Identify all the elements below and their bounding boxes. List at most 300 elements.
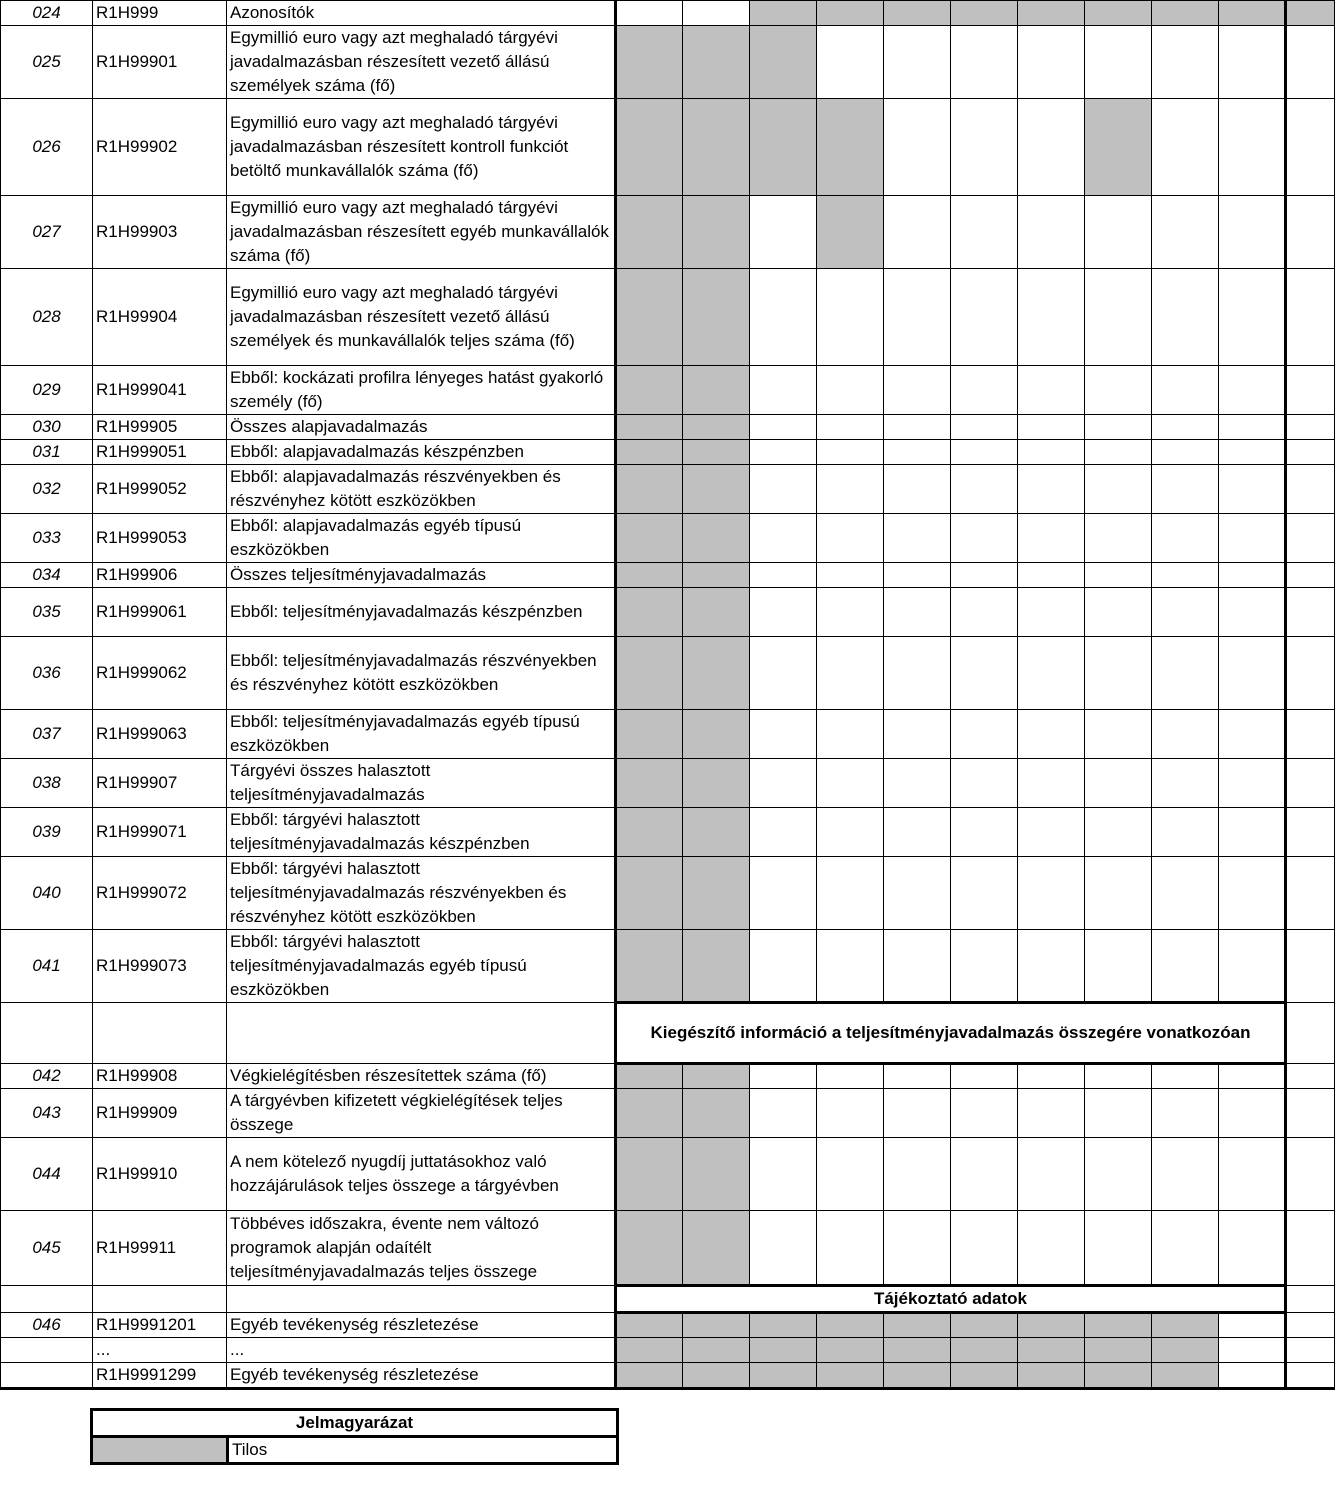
data-cell <box>1286 26 1335 99</box>
data-cell <box>683 26 750 99</box>
row-description: Azonosítók <box>227 1 616 26</box>
section-header <box>616 1286 1286 1313</box>
data-cell <box>1152 196 1219 269</box>
row-code: R1H99907 <box>93 759 227 808</box>
data-cell <box>683 1363 750 1389</box>
data-cell <box>817 1211 884 1286</box>
data-cell <box>817 1363 884 1389</box>
row-code: R1H99906 <box>93 563 227 588</box>
row-number: 027 <box>1 196 93 269</box>
data-cell <box>951 930 1018 1003</box>
row-description: Egymillió euro vagy azt meghaladó tárgyévi javadalmazásban részesített vezető állású személyek és munkavállalók teljes száma (fő) <box>227 269 616 366</box>
data-cell <box>683 366 750 415</box>
data-cell <box>616 710 683 759</box>
data-cell <box>750 588 817 637</box>
data-cell <box>1085 1089 1152 1138</box>
table-row <box>1 440 1335 465</box>
row-description: A nem kötelező nyugdíj juttatásokhoz való hozzájárulások teljes összege a tárgyévben <box>227 1138 616 1211</box>
row-code: R1H99904 <box>93 269 227 366</box>
row-number: 037 <box>1 710 93 759</box>
data-cell <box>817 563 884 588</box>
data-cell <box>1152 808 1219 857</box>
row-number: 041 <box>1 930 93 1003</box>
data-cell <box>1018 465 1085 514</box>
data-cell <box>683 1338 750 1363</box>
data-cell <box>1085 1064 1152 1089</box>
data-cell <box>1018 1 1085 26</box>
data-cell <box>750 465 817 514</box>
data-cell <box>951 563 1018 588</box>
row-number <box>1 1338 93 1363</box>
data-cell <box>750 269 817 366</box>
data-cell <box>1085 808 1152 857</box>
table-row <box>1 1003 1335 1064</box>
data-cell <box>1219 759 1286 808</box>
data-cell <box>750 710 817 759</box>
data-cell <box>884 26 951 99</box>
data-cell <box>951 465 1018 514</box>
row-code: R1H999051 <box>93 440 227 465</box>
data-cell <box>1018 440 1085 465</box>
data-cell <box>683 1211 750 1286</box>
data-cell <box>616 1064 683 1089</box>
data-cell <box>884 269 951 366</box>
data-cell <box>884 1313 951 1338</box>
data-cell <box>750 1338 817 1363</box>
data-cell <box>951 588 1018 637</box>
row-description: Ebből: kockázati profilra lényeges hatást gyakorló személy (fő) <box>227 366 616 415</box>
row-code: R1H999061 <box>93 588 227 637</box>
row-code: R1H999063 <box>93 710 227 759</box>
data-cell <box>1219 366 1286 415</box>
data-cell <box>951 1338 1018 1363</box>
data-cell <box>1219 1 1286 26</box>
data-cell <box>1219 196 1286 269</box>
table-row <box>1 710 1335 759</box>
table-row <box>1 465 1335 514</box>
row-description: Ebből: tárgyévi halasztott teljesítményjavadalmazás egyéb típusú eszközökben <box>227 930 616 1003</box>
data-cell <box>951 196 1018 269</box>
data-cell <box>616 465 683 514</box>
data-cell <box>1286 930 1335 1003</box>
section-title: Kiegészítő információ a teljesítményjavadalmazás összegére vonatkozóan <box>650 1023 1251 1042</box>
data-cell <box>817 1313 884 1338</box>
data-cell <box>616 588 683 637</box>
data-cell <box>616 99 683 196</box>
row-description-cell <box>227 1286 616 1313</box>
row-number: 031 <box>1 440 93 465</box>
data-cell <box>683 440 750 465</box>
data-cell <box>750 808 817 857</box>
data-cell <box>1085 415 1152 440</box>
data-cell <box>1219 930 1286 1003</box>
data-cell <box>884 1138 951 1211</box>
table-row <box>1 1138 1335 1211</box>
data-cell <box>616 440 683 465</box>
data-cell <box>951 1 1018 26</box>
table-row <box>1 1363 1335 1389</box>
data-cell <box>616 26 683 99</box>
row-description: Egymillió euro vagy azt meghaladó tárgyévi javadalmazásban részesített egyéb munkavállalók száma (fő) <box>227 196 616 269</box>
data-cell <box>1152 637 1219 710</box>
data-cell <box>683 1 750 26</box>
data-cell <box>1286 1003 1335 1064</box>
data-cell <box>1018 710 1085 759</box>
data-cell <box>750 1089 817 1138</box>
row-number: 045 <box>1 1211 93 1286</box>
data-cell <box>884 99 951 196</box>
data-cell <box>951 637 1018 710</box>
data-cell <box>616 808 683 857</box>
data-cell <box>1152 1064 1219 1089</box>
data-cell <box>951 857 1018 930</box>
data-cell <box>1219 1138 1286 1211</box>
data-cell <box>1152 588 1219 637</box>
table-row <box>1 1338 1335 1363</box>
data-cell <box>884 637 951 710</box>
row-description: Összes teljesítményjavadalmazás <box>227 563 616 588</box>
data-cell <box>1286 1138 1335 1211</box>
data-cell <box>1152 1338 1219 1363</box>
row-code: R1H99903 <box>93 196 227 269</box>
data-cell <box>1286 759 1335 808</box>
data-cell <box>683 930 750 1003</box>
row-code: R1H99905 <box>93 415 227 440</box>
data-cell <box>1219 415 1286 440</box>
data-cell <box>817 1064 884 1089</box>
data-cell <box>750 366 817 415</box>
data-cell <box>1018 857 1085 930</box>
data-cell <box>750 514 817 563</box>
data-cell <box>951 269 1018 366</box>
table-row <box>1 930 1335 1003</box>
table-row <box>1 588 1335 637</box>
table-row <box>1 514 1335 563</box>
data-cell <box>1286 99 1335 196</box>
data-cell <box>616 514 683 563</box>
row-number: 040 <box>1 857 93 930</box>
data-cell <box>683 269 750 366</box>
data-cell <box>884 1211 951 1286</box>
row-description: A tárgyévben kifizetett végkielégítések teljes összege <box>227 1089 616 1138</box>
row-description: ... <box>227 1338 616 1363</box>
data-cell <box>884 930 951 1003</box>
data-cell <box>1085 710 1152 759</box>
data-cell <box>1018 1064 1085 1089</box>
data-cell <box>1085 269 1152 366</box>
row-description: Ebből: teljesítményjavadalmazás egyéb típusú eszközökben <box>227 710 616 759</box>
data-cell <box>817 269 884 366</box>
data-cell <box>1152 514 1219 563</box>
table-row <box>1 196 1335 269</box>
data-cell <box>1286 1286 1335 1313</box>
data-cell <box>1219 465 1286 514</box>
row-code: ... <box>93 1338 227 1363</box>
row-code: R1H99902 <box>93 99 227 196</box>
data-cell <box>1018 759 1085 808</box>
section-title: Tájékoztató adatok <box>873 1289 1028 1308</box>
data-cell <box>1152 440 1219 465</box>
row-number: 029 <box>1 366 93 415</box>
table-row <box>1 26 1335 99</box>
data-cell <box>951 366 1018 415</box>
data-cell <box>817 196 884 269</box>
data-cell <box>1152 1138 1219 1211</box>
table-row <box>1 637 1335 710</box>
row-description: Ebből: alapjavadalmazás egyéb típusú eszközökben <box>227 514 616 563</box>
data-cell <box>683 563 750 588</box>
data-cell <box>1085 196 1152 269</box>
data-cell <box>1018 196 1085 269</box>
data-cell <box>1085 1313 1152 1338</box>
row-code: R1H999072 <box>93 857 227 930</box>
data-cell <box>1286 1363 1335 1389</box>
data-cell <box>1152 1363 1219 1389</box>
data-cell <box>884 588 951 637</box>
data-cell <box>616 1 683 26</box>
data-cell <box>683 588 750 637</box>
data-cell <box>1085 637 1152 710</box>
row-code: R1H99909 <box>93 1089 227 1138</box>
data-cell <box>817 1 884 26</box>
legend-title: Jelmagyarázat <box>92 1410 618 1437</box>
row-description-cell <box>227 1003 616 1064</box>
data-cell <box>1152 1 1219 26</box>
row-number: 044 <box>1 1138 93 1211</box>
row-number: 046 <box>1 1313 93 1338</box>
row-description: Egymillió euro vagy azt meghaladó tárgyévi javadalmazásban részesített vezető állású személyek száma (fő) <box>227 26 616 99</box>
data-cell <box>1219 1363 1286 1389</box>
row-number: 043 <box>1 1089 93 1138</box>
data-cell <box>1018 514 1085 563</box>
data-cell <box>1152 366 1219 415</box>
data-cell <box>1286 196 1335 269</box>
section-header <box>616 1003 1286 1064</box>
data-cell <box>1018 99 1085 196</box>
data-cell <box>750 857 817 930</box>
row-number-cell <box>1 1003 93 1064</box>
data-cell <box>616 196 683 269</box>
row-code: R1H999073 <box>93 930 227 1003</box>
row-code: R1H999062 <box>93 637 227 710</box>
data-cell <box>884 1089 951 1138</box>
row-description: Ebből: alapjavadalmazás részvényekben és részvényhez kötött eszközökben <box>227 465 616 514</box>
data-cell <box>750 1138 817 1211</box>
data-cell <box>683 415 750 440</box>
data-cell <box>1152 857 1219 930</box>
data-cell <box>951 99 1018 196</box>
data-cell <box>750 1 817 26</box>
data-cell <box>817 1338 884 1363</box>
data-cell <box>884 440 951 465</box>
legend <box>90 1408 619 1465</box>
data-cell <box>1286 1064 1335 1089</box>
row-number: 036 <box>1 637 93 710</box>
legend-label: Tilos <box>228 1437 618 1464</box>
data-cell <box>1018 637 1085 710</box>
data-cell <box>1085 440 1152 465</box>
row-description: Ebből: teljesítményjavadalmazás részvényekben és részvényhez kötött eszközökben <box>227 637 616 710</box>
data-cell <box>884 1 951 26</box>
data-cell <box>884 857 951 930</box>
data-cell <box>1286 1 1335 26</box>
row-number: 030 <box>1 415 93 440</box>
data-cell <box>1219 1338 1286 1363</box>
data-cell <box>616 269 683 366</box>
data-cell <box>1219 1313 1286 1338</box>
data-cell <box>1018 1338 1085 1363</box>
row-number: 034 <box>1 563 93 588</box>
row-code-cell <box>93 1003 227 1064</box>
data-cell <box>616 366 683 415</box>
data-cell <box>951 415 1018 440</box>
data-cell <box>1219 588 1286 637</box>
data-cell <box>1219 1089 1286 1138</box>
data-cell <box>817 99 884 196</box>
row-code: R1H99911 <box>93 1211 227 1286</box>
row-code: R1H99901 <box>93 26 227 99</box>
row-number: 026 <box>1 99 93 196</box>
row-number: 035 <box>1 588 93 637</box>
table-row <box>1 99 1335 196</box>
table-row <box>1 269 1335 366</box>
data-cell <box>1219 857 1286 930</box>
data-cell <box>951 1363 1018 1389</box>
data-cell <box>683 1064 750 1089</box>
data-cell <box>1085 1138 1152 1211</box>
legend-swatch <box>92 1437 228 1464</box>
row-description: Többéves időszakra, évente nem változó programok alapján odaítélt teljesítményjavadalmazás teljes összege <box>227 1211 616 1286</box>
table-row <box>1 1089 1335 1138</box>
data-cell <box>750 759 817 808</box>
data-cell <box>683 710 750 759</box>
row-number: 032 <box>1 465 93 514</box>
data-cell <box>884 710 951 759</box>
data-cell <box>1018 588 1085 637</box>
row-number: 038 <box>1 759 93 808</box>
data-cell <box>817 415 884 440</box>
data-cell <box>1152 710 1219 759</box>
row-code-cell <box>93 1286 227 1313</box>
data-cell <box>1286 465 1335 514</box>
data-cell <box>750 930 817 1003</box>
data-cell <box>951 440 1018 465</box>
data-cell <box>884 808 951 857</box>
data-cell <box>951 1313 1018 1338</box>
row-number: 028 <box>1 269 93 366</box>
data-cell <box>1286 1211 1335 1286</box>
data-cell <box>683 759 750 808</box>
data-cell <box>1219 26 1286 99</box>
data-cell <box>884 465 951 514</box>
data-cell <box>683 514 750 563</box>
table-row <box>1 808 1335 857</box>
row-description: Egymillió euro vagy azt meghaladó tárgyévi javadalmazásban részesített kontroll funkciót betöltő munkavállalók száma (fő) <box>227 99 616 196</box>
data-cell <box>1152 465 1219 514</box>
row-description: Ebből: teljesítményjavadalmazás készpénzben <box>227 588 616 637</box>
data-cell <box>1152 1313 1219 1338</box>
data-cell <box>616 415 683 440</box>
row-code: R1H99910 <box>93 1138 227 1211</box>
data-cell <box>1018 1363 1085 1389</box>
row-description: Végkielégítésben részesítettek száma (fő) <box>227 1064 616 1089</box>
data-cell <box>1085 563 1152 588</box>
data-cell <box>817 808 884 857</box>
data-cell <box>1286 1338 1335 1363</box>
row-code: R1H999053 <box>93 514 227 563</box>
data-cell <box>683 99 750 196</box>
data-cell <box>1085 1 1152 26</box>
data-cell <box>951 1138 1018 1211</box>
data-cell <box>884 196 951 269</box>
data-cell <box>1219 637 1286 710</box>
table-row <box>1 1286 1335 1313</box>
data-cell <box>1219 440 1286 465</box>
data-cell <box>750 637 817 710</box>
data-cell <box>1219 514 1286 563</box>
row-number: 042 <box>1 1064 93 1089</box>
data-cell <box>951 1089 1018 1138</box>
data-cell <box>1286 514 1335 563</box>
data-cell <box>1219 808 1286 857</box>
table-row <box>1 563 1335 588</box>
data-cell <box>1219 563 1286 588</box>
data-cell <box>616 1138 683 1211</box>
data-cell <box>1018 1211 1085 1286</box>
data-cell <box>817 366 884 415</box>
data-cell <box>1219 269 1286 366</box>
row-description: Ebből: tárgyévi halasztott teljesítményjavadalmazás részvényekben és részvényhez kötött eszközökben <box>227 857 616 930</box>
data-cell <box>817 440 884 465</box>
table-row <box>1 1064 1335 1089</box>
data-cell <box>1152 415 1219 440</box>
row-description: Ebből: tárgyévi halasztott teljesítményjavadalmazás készpénzben <box>227 808 616 857</box>
data-cell <box>884 1363 951 1389</box>
data-cell <box>951 514 1018 563</box>
data-cell <box>817 857 884 930</box>
data-cell <box>1085 857 1152 930</box>
data-cell <box>683 1313 750 1338</box>
data-cell <box>1018 1313 1085 1338</box>
data-cell <box>1085 465 1152 514</box>
data-cell <box>1286 1313 1335 1338</box>
data-cell <box>750 99 817 196</box>
row-number: 024 <box>1 1 93 26</box>
data-cell <box>1085 99 1152 196</box>
data-cell <box>1286 415 1335 440</box>
data-cell <box>884 759 951 808</box>
data-cell <box>1152 1211 1219 1286</box>
data-cell <box>1286 440 1335 465</box>
data-cell <box>1085 1363 1152 1389</box>
data-cell <box>884 563 951 588</box>
data-cell <box>1018 366 1085 415</box>
data-cell <box>683 1138 750 1211</box>
data-cell <box>683 465 750 514</box>
data-cell <box>1286 808 1335 857</box>
data-cell <box>1219 1211 1286 1286</box>
data-cell <box>1286 710 1335 759</box>
data-cell <box>817 637 884 710</box>
data-cell <box>1152 759 1219 808</box>
data-cell <box>951 1211 1018 1286</box>
data-cell <box>750 415 817 440</box>
data-cell <box>1085 588 1152 637</box>
table-row <box>1 1313 1335 1338</box>
data-cell <box>616 857 683 930</box>
row-description: Tárgyévi összes halasztott teljesítményjavadalmazás <box>227 759 616 808</box>
data-cell <box>1085 514 1152 563</box>
